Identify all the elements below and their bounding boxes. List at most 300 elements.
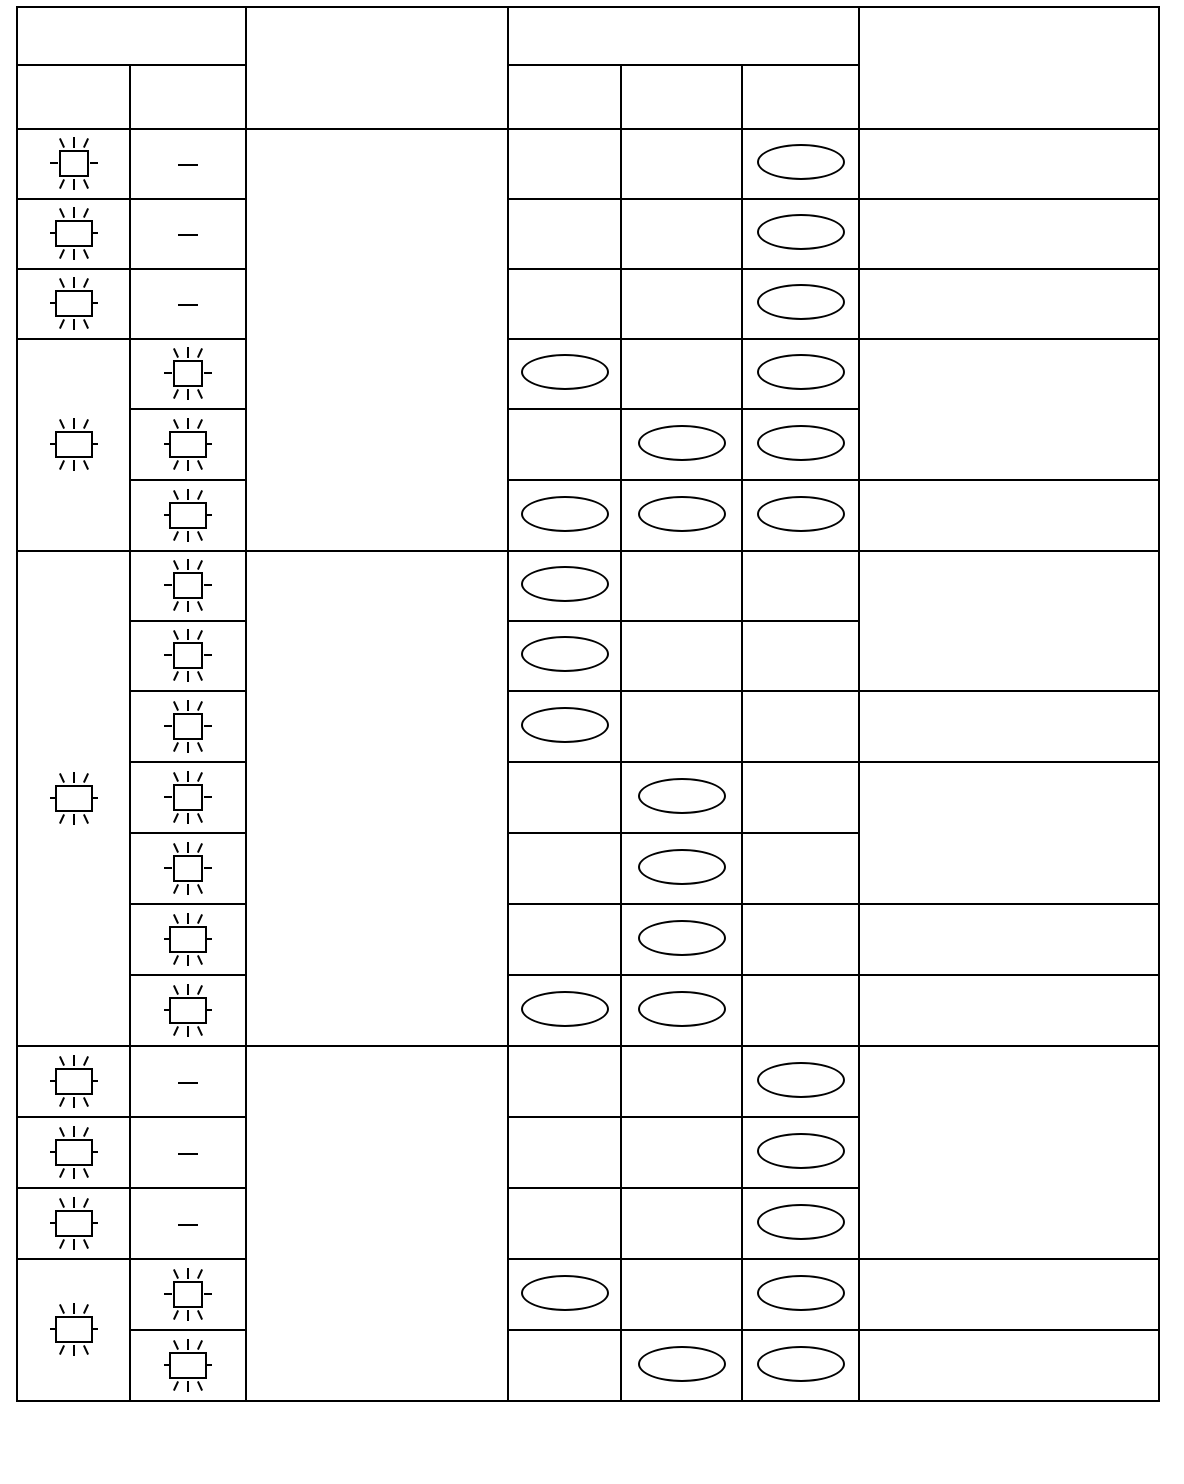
blink-code-number bbox=[173, 572, 203, 599]
blink-code-number bbox=[59, 150, 89, 177]
blink-ray bbox=[197, 419, 203, 429]
blink-ray bbox=[73, 1345, 75, 1356]
rear-cell bbox=[742, 129, 859, 199]
blink-code-number bbox=[169, 997, 207, 1024]
blink-ray bbox=[187, 671, 189, 682]
front-left-cell bbox=[621, 1046, 742, 1117]
rear-cell bbox=[742, 762, 859, 833]
front-left-cell bbox=[621, 551, 742, 621]
blink-ray bbox=[197, 1340, 203, 1350]
blink-code-icon bbox=[46, 1196, 102, 1252]
blink-ray bbox=[164, 584, 172, 586]
affected-oval bbox=[757, 1133, 845, 1169]
affected-oval bbox=[638, 920, 726, 956]
sub-code-cell bbox=[130, 1188, 246, 1259]
main-code-cell bbox=[17, 1117, 130, 1188]
front-right-cell bbox=[508, 1117, 621, 1188]
sub-code-cell bbox=[130, 975, 246, 1046]
front-left-cell bbox=[621, 480, 742, 551]
blink-ray bbox=[73, 418, 75, 429]
blink-ray bbox=[82, 1345, 88, 1355]
blink-code-number bbox=[173, 784, 203, 811]
main-code-cell bbox=[17, 269, 130, 339]
blink-code-icon bbox=[160, 1338, 216, 1394]
affected-oval bbox=[638, 1346, 726, 1382]
blink-code-number bbox=[55, 1068, 93, 1095]
blink-code-icon bbox=[46, 206, 102, 262]
sub-code-cell bbox=[130, 762, 246, 833]
rear-cell bbox=[742, 551, 859, 621]
blink-code-icon bbox=[46, 771, 102, 827]
blink-ray bbox=[58, 319, 64, 329]
affected-oval bbox=[521, 354, 609, 390]
blink-ray bbox=[173, 348, 179, 358]
code-row bbox=[17, 551, 1159, 621]
code-row bbox=[17, 129, 1159, 199]
sub-code-cell bbox=[130, 904, 246, 975]
main-code-cell bbox=[17, 1188, 130, 1259]
blink-code-number bbox=[169, 502, 207, 529]
blink-ray bbox=[187, 884, 189, 895]
front-left-cell bbox=[621, 339, 742, 409]
blink-ray bbox=[82, 1239, 88, 1249]
blink-ray bbox=[187, 1310, 189, 1321]
no-sub-code-dash bbox=[178, 1153, 198, 1155]
blink-code-icon bbox=[160, 346, 216, 402]
blink-ray bbox=[204, 867, 212, 869]
sub-code-cell bbox=[130, 551, 246, 621]
front-right-cell bbox=[508, 691, 621, 762]
blink-ray bbox=[187, 1026, 189, 1037]
problem-code-table bbox=[16, 6, 1160, 1402]
blink-ray bbox=[82, 278, 88, 288]
code-row bbox=[17, 480, 1159, 551]
blink-ray bbox=[197, 1381, 203, 1391]
affected-oval bbox=[757, 1204, 845, 1240]
blink-ray bbox=[197, 601, 203, 611]
blink-ray bbox=[173, 813, 179, 823]
front-left-cell bbox=[621, 409, 742, 480]
affected-oval bbox=[638, 778, 726, 814]
blink-ray bbox=[197, 671, 203, 681]
blink-ray bbox=[50, 162, 58, 164]
blink-ray bbox=[197, 884, 203, 894]
sub-code-cell bbox=[130, 269, 246, 339]
blink-ray bbox=[204, 725, 212, 727]
blink-ray bbox=[187, 984, 189, 995]
sub-code-cell bbox=[130, 199, 246, 269]
blink-ray bbox=[187, 1381, 189, 1392]
code-row bbox=[17, 199, 1159, 269]
blink-ray bbox=[58, 179, 64, 189]
blink-ray bbox=[187, 418, 189, 429]
main-code-cell bbox=[17, 1046, 130, 1117]
blink-ray bbox=[173, 1269, 179, 1279]
blink-code-icon bbox=[160, 770, 216, 826]
sub-code-cell bbox=[130, 1117, 246, 1188]
blink-ray bbox=[204, 1293, 212, 1295]
blink-ray bbox=[187, 1268, 189, 1279]
affected-oval bbox=[638, 991, 726, 1027]
front-left-cell bbox=[621, 833, 742, 904]
component-system-cell bbox=[246, 1046, 508, 1401]
blink-ray bbox=[187, 700, 189, 711]
blink-code-icon bbox=[46, 276, 102, 332]
sub-code-cell bbox=[130, 480, 246, 551]
blink-ray bbox=[173, 560, 179, 570]
blink-ray bbox=[187, 460, 189, 471]
rear-cell bbox=[742, 1259, 859, 1330]
blink-ray bbox=[173, 843, 179, 853]
front-left-cell bbox=[621, 199, 742, 269]
component-system-cell bbox=[246, 129, 508, 551]
sub-code-header bbox=[130, 65, 246, 129]
blink-ray bbox=[73, 179, 75, 190]
no-sub-code-dash bbox=[178, 1224, 198, 1226]
rear-cell bbox=[742, 1046, 859, 1117]
front-right-cell bbox=[508, 1259, 621, 1330]
blink-ray bbox=[173, 914, 179, 924]
blink-ray bbox=[73, 460, 75, 471]
front-right-cell bbox=[508, 1188, 621, 1259]
rear-cell bbox=[742, 409, 859, 480]
blink-ray bbox=[164, 1293, 172, 1295]
affected-oval bbox=[521, 1275, 609, 1311]
blink-ray bbox=[82, 814, 88, 824]
sub-code-cell bbox=[130, 1330, 246, 1401]
other-component-cell bbox=[859, 691, 1159, 762]
affected-oval bbox=[757, 496, 845, 532]
blink-ray bbox=[187, 742, 189, 753]
blink-ray bbox=[187, 559, 189, 570]
affected-oval bbox=[521, 566, 609, 602]
blink-ray bbox=[82, 1168, 88, 1178]
code-row bbox=[17, 339, 1159, 409]
blink-ray bbox=[58, 1097, 64, 1107]
front-right-header bbox=[508, 65, 621, 129]
blink-code-number bbox=[169, 1352, 207, 1379]
blink-ray bbox=[187, 601, 189, 612]
affected-oval bbox=[757, 425, 845, 461]
blink-ray bbox=[82, 1127, 88, 1137]
blink-ray bbox=[82, 319, 88, 329]
blink-ray bbox=[58, 814, 64, 824]
affected-oval bbox=[521, 496, 609, 532]
front-left-cell bbox=[621, 1259, 742, 1330]
other-component-cell bbox=[859, 1259, 1159, 1330]
blink-ray bbox=[187, 813, 189, 824]
code-row bbox=[17, 269, 1159, 339]
blink-code-number bbox=[169, 431, 207, 458]
code-row bbox=[17, 1046, 1159, 1117]
rear-cell bbox=[742, 904, 859, 975]
main-code-header bbox=[17, 65, 130, 129]
blink-ray bbox=[73, 277, 75, 288]
blink-ray bbox=[73, 319, 75, 330]
rear-cell bbox=[742, 1117, 859, 1188]
blink-ray bbox=[73, 249, 75, 260]
front-right-cell bbox=[508, 762, 621, 833]
blink-code-number bbox=[55, 1316, 93, 1343]
rear-cell bbox=[742, 1330, 859, 1401]
problem-code-header bbox=[17, 7, 246, 65]
blink-ray bbox=[73, 1303, 75, 1314]
blink-ray bbox=[58, 1239, 64, 1249]
blink-ray bbox=[82, 179, 88, 189]
blink-ray bbox=[164, 867, 172, 869]
blink-ray bbox=[197, 630, 203, 640]
front-right-cell bbox=[508, 551, 621, 621]
blink-ray bbox=[187, 629, 189, 640]
blink-code-icon bbox=[160, 912, 216, 968]
front-right-cell bbox=[508, 1330, 621, 1401]
blink-ray bbox=[73, 1197, 75, 1208]
rear-cell bbox=[742, 480, 859, 551]
blink-ray bbox=[187, 531, 189, 542]
other-component-cell bbox=[859, 269, 1159, 339]
blink-ray bbox=[58, 460, 64, 470]
front-left-cell bbox=[621, 129, 742, 199]
rear-cell bbox=[742, 339, 859, 409]
blink-ray bbox=[173, 460, 179, 470]
other-component-cell bbox=[859, 1330, 1159, 1401]
blink-ray bbox=[58, 1056, 64, 1066]
front-right-cell bbox=[508, 199, 621, 269]
blink-ray bbox=[173, 1381, 179, 1391]
front-left-cell bbox=[621, 1330, 742, 1401]
blink-code-number bbox=[55, 1210, 93, 1237]
other-component-cell bbox=[859, 480, 1159, 551]
blink-ray bbox=[82, 419, 88, 429]
front-right-cell bbox=[508, 833, 621, 904]
other-component-cell bbox=[859, 904, 1159, 975]
blink-ray bbox=[197, 531, 203, 541]
blink-ray bbox=[173, 772, 179, 782]
blink-ray bbox=[187, 955, 189, 966]
blink-ray bbox=[164, 654, 172, 656]
blink-ray bbox=[173, 701, 179, 711]
front-left-cell bbox=[621, 975, 742, 1046]
blink-ray bbox=[82, 1198, 88, 1208]
main-code-cell bbox=[17, 339, 130, 551]
blink-code-number bbox=[173, 855, 203, 882]
blink-ray bbox=[82, 1056, 88, 1066]
front-right-cell bbox=[508, 339, 621, 409]
affected-oval bbox=[638, 425, 726, 461]
blink-ray bbox=[82, 773, 88, 783]
other-component-header bbox=[859, 7, 1159, 129]
blink-ray bbox=[173, 742, 179, 752]
other-component-cell bbox=[859, 975, 1159, 1046]
other-component-cell bbox=[859, 129, 1159, 199]
affected-oval bbox=[757, 284, 845, 320]
affected-oval bbox=[521, 991, 609, 1027]
other-component-cell bbox=[859, 551, 1159, 691]
other-component-cell bbox=[859, 199, 1159, 269]
front-left-cell bbox=[621, 762, 742, 833]
blink-ray bbox=[173, 630, 179, 640]
blink-ray bbox=[82, 249, 88, 259]
blink-ray bbox=[173, 490, 179, 500]
blink-ray bbox=[187, 489, 189, 500]
blink-ray bbox=[58, 773, 64, 783]
blink-code-icon bbox=[160, 699, 216, 755]
blink-ray bbox=[73, 772, 75, 783]
blink-ray bbox=[197, 843, 203, 853]
blink-code-number bbox=[55, 290, 93, 317]
code-row bbox=[17, 904, 1159, 975]
front-right-cell bbox=[508, 621, 621, 691]
front-right-cell bbox=[508, 269, 621, 339]
front-left-cell bbox=[621, 691, 742, 762]
front-right-cell bbox=[508, 1046, 621, 1117]
blink-ray bbox=[204, 654, 212, 656]
code-row bbox=[17, 691, 1159, 762]
rear-cell bbox=[742, 199, 859, 269]
blink-ray bbox=[58, 249, 64, 259]
blink-ray bbox=[187, 1339, 189, 1350]
blink-ray bbox=[82, 138, 88, 148]
blink-ray bbox=[73, 814, 75, 825]
blink-ray bbox=[73, 137, 75, 148]
blink-ray bbox=[58, 1168, 64, 1178]
blink-code-number bbox=[55, 1139, 93, 1166]
sub-code-cell bbox=[130, 833, 246, 904]
affected-oval bbox=[757, 144, 845, 180]
sub-code-cell bbox=[130, 129, 246, 199]
blink-code-number bbox=[169, 926, 207, 953]
blink-ray bbox=[197, 1310, 203, 1320]
affected-oval bbox=[521, 707, 609, 743]
blink-code-icon bbox=[160, 628, 216, 684]
blink-code-number bbox=[173, 1281, 203, 1308]
blink-code-number bbox=[55, 785, 93, 812]
affected-oval bbox=[521, 636, 609, 672]
rear-cell bbox=[742, 975, 859, 1046]
front-left-cell bbox=[621, 269, 742, 339]
blink-ray bbox=[58, 1345, 64, 1355]
blink-ray bbox=[197, 742, 203, 752]
code-row bbox=[17, 975, 1159, 1046]
blink-ray bbox=[82, 1097, 88, 1107]
front-right-cell bbox=[508, 975, 621, 1046]
sub-code-cell bbox=[130, 691, 246, 762]
blink-ray bbox=[197, 701, 203, 711]
blink-ray bbox=[173, 671, 179, 681]
rear-cell bbox=[742, 269, 859, 339]
blink-code-icon bbox=[46, 1054, 102, 1110]
sub-code-cell bbox=[130, 409, 246, 480]
blink-code-icon bbox=[46, 1302, 102, 1358]
affected-oval bbox=[757, 1346, 845, 1382]
blink-ray bbox=[173, 1310, 179, 1320]
blink-code-number bbox=[173, 642, 203, 669]
blink-ray bbox=[173, 531, 179, 541]
rear-cell bbox=[742, 833, 859, 904]
no-sub-code-dash bbox=[178, 234, 198, 236]
rear-header bbox=[742, 65, 859, 129]
affected-oval bbox=[757, 1275, 845, 1311]
blink-ray bbox=[58, 1127, 64, 1137]
front-right-cell bbox=[508, 904, 621, 975]
blink-code-icon bbox=[46, 417, 102, 473]
blink-ray bbox=[73, 1097, 75, 1108]
blink-ray bbox=[204, 584, 212, 586]
blink-code-icon bbox=[160, 983, 216, 1039]
blink-ray bbox=[197, 1269, 203, 1279]
blink-ray bbox=[197, 914, 203, 924]
rear-cell bbox=[742, 691, 859, 762]
sub-code-cell bbox=[130, 1046, 246, 1117]
front-right-cell bbox=[508, 129, 621, 199]
blink-ray bbox=[58, 1198, 64, 1208]
blink-ray bbox=[197, 985, 203, 995]
main-code-cell bbox=[17, 129, 130, 199]
affected-header bbox=[508, 7, 859, 65]
blink-ray bbox=[82, 1304, 88, 1314]
blink-ray bbox=[82, 208, 88, 218]
blink-code-number bbox=[173, 360, 203, 387]
blink-ray bbox=[164, 796, 172, 798]
front-left-cell bbox=[621, 904, 742, 975]
rear-cell bbox=[742, 1188, 859, 1259]
no-sub-code-dash bbox=[178, 304, 198, 306]
blink-ray bbox=[204, 796, 212, 798]
blink-ray bbox=[197, 955, 203, 965]
sub-code-cell bbox=[130, 1259, 246, 1330]
blink-ray bbox=[197, 389, 203, 399]
blink-ray bbox=[197, 560, 203, 570]
blink-ray bbox=[173, 1340, 179, 1350]
affected-oval bbox=[638, 849, 726, 885]
no-sub-code-dash bbox=[178, 164, 198, 166]
blink-ray bbox=[197, 460, 203, 470]
affected-oval bbox=[757, 354, 845, 390]
blink-code-number bbox=[55, 431, 93, 458]
main-code-cell bbox=[17, 1259, 130, 1401]
blink-ray bbox=[58, 138, 64, 148]
code-row bbox=[17, 762, 1159, 833]
blink-ray bbox=[58, 208, 64, 218]
blink-code-icon bbox=[160, 1267, 216, 1323]
blink-ray bbox=[58, 419, 64, 429]
blink-ray bbox=[187, 913, 189, 924]
affected-oval bbox=[757, 1062, 845, 1098]
component-system-cell bbox=[246, 551, 508, 1046]
blink-ray bbox=[173, 955, 179, 965]
other-component-cell bbox=[859, 1046, 1159, 1259]
sub-code-cell bbox=[130, 339, 246, 409]
blink-ray bbox=[173, 884, 179, 894]
affected-oval bbox=[638, 496, 726, 532]
blink-ray bbox=[90, 162, 98, 164]
blink-ray bbox=[58, 278, 64, 288]
blink-ray bbox=[173, 1026, 179, 1036]
blink-ray bbox=[164, 725, 172, 727]
blink-ray bbox=[73, 1126, 75, 1137]
blink-code-icon bbox=[46, 1125, 102, 1181]
blink-ray bbox=[197, 348, 203, 358]
main-code-cell bbox=[17, 199, 130, 269]
main-code-cell bbox=[17, 551, 130, 1046]
blink-ray bbox=[204, 372, 212, 374]
blink-code-icon bbox=[160, 841, 216, 897]
blink-ray bbox=[73, 1055, 75, 1066]
blink-ray bbox=[173, 419, 179, 429]
component-system-header bbox=[246, 7, 508, 129]
blink-ray bbox=[58, 1304, 64, 1314]
front-left-cell bbox=[621, 621, 742, 691]
